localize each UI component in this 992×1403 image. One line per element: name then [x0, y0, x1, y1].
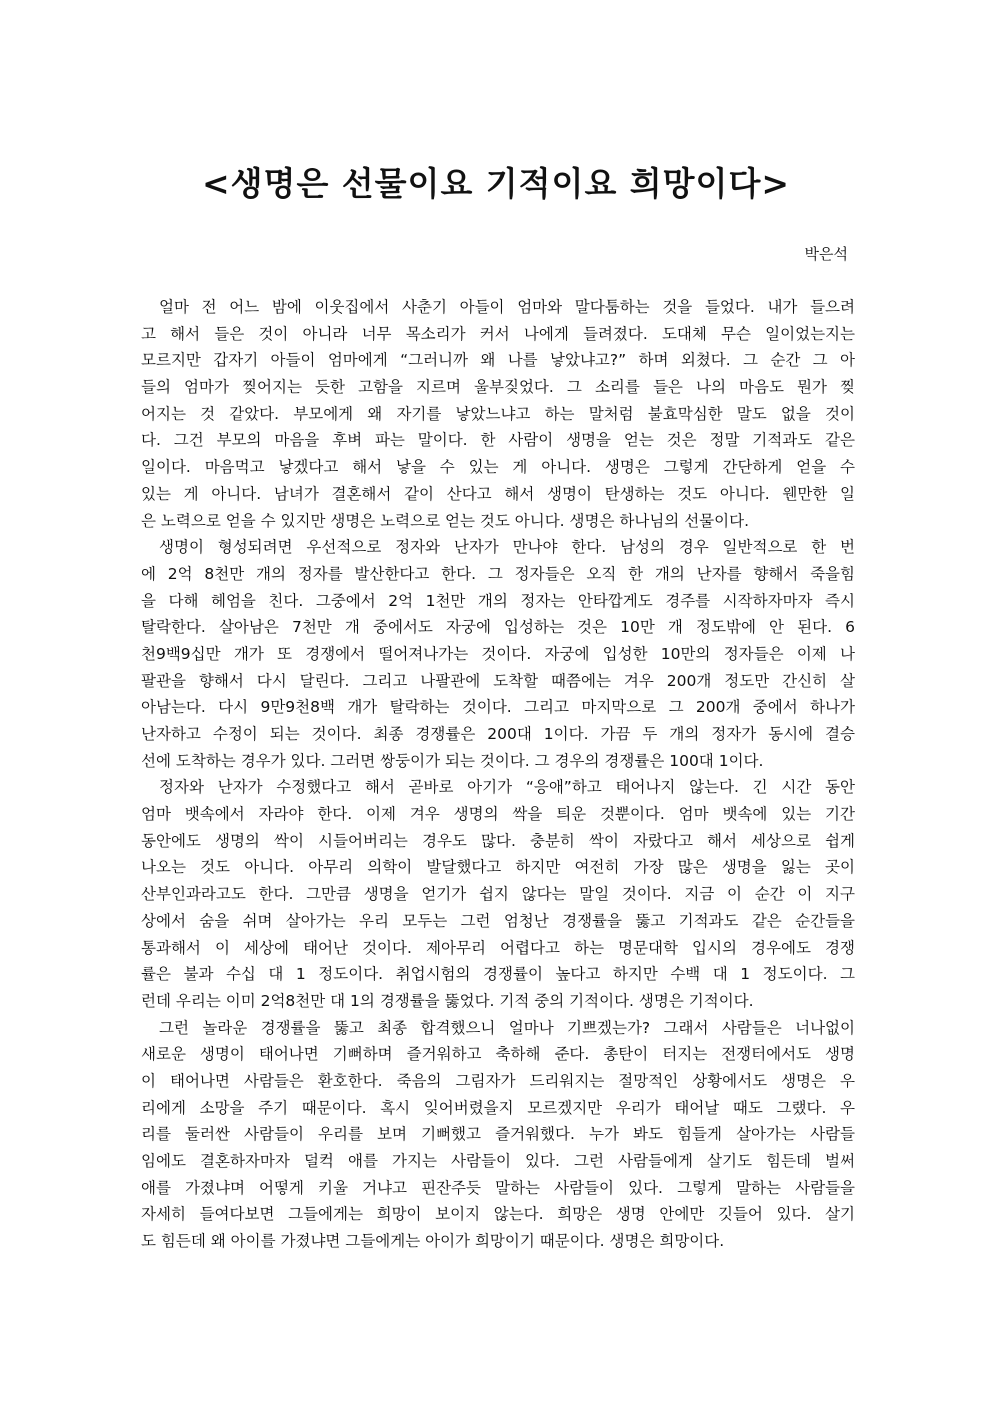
- text-line: 탈락한다. 살아남은 7천만 개 중에서도 자궁에 입성하는 것은 10만 개 정도밖에 안 된다. 6: [141, 618, 855, 637]
- text-line: 도 힘든데 왜 아이를 가졌냐면 그들에게는 아이가 희망이기 때문이다. 생명은 희망이다.: [141, 1232, 725, 1251]
- text-line: 자세히 들여다보면 그들에게는 희망이 보이지 않는다. 희망은 생명 안에만 깃들어 있다. 살기: [141, 1205, 855, 1224]
- text-line: 아남는다. 다시 9만9천8백 개가 탈락하는 것이다. 그리고 마지막으로 그 200개 중에서 하나가: [141, 698, 855, 717]
- text-line: 리를 둘러싼 사람들이 우리를 보며 기뻐했고 즐거워했다. 누가 봐도 힘들게 살아가는 사람들: [141, 1125, 855, 1144]
- text-line: 얼마 전 어느 밤에 이웃집에서 사춘기 아들이 엄마와 말다툼하는 것을 들었다. 내가 들으려: [159, 298, 855, 316]
- text-line: 천9백9십만 개가 또 경쟁에서 떨어져나가는 것이다. 자궁에 입성한 10만의 정자들은 이제 나: [141, 644, 855, 663]
- text-line: 애를 가졌냐며 어떻게 키울 거냐고 핀잔주듯 말하는 사람들이 있다. 그렇게 말하는 사람들을: [141, 1178, 855, 1197]
- paragraph: [141, 534, 855, 774]
- text-line: 리에게 소망을 주기 때문이다. 혹시 잊어버렸을지 모르겠지만 우리가 태어날 때도 그랬다. 우: [141, 1098, 855, 1117]
- text-line: 상에서 숨을 쉬며 살아가는 우리 모두는 그런 엄청난 경쟁률을 뚫고 기적과도 같은 순간들을: [141, 911, 855, 930]
- text-line: 률은 불과 수십 대 1 정도이다. 취업시험의 경쟁률이 높다고 하지만 수백 대 1 정도이다. 그: [141, 965, 855, 984]
- text-line: 을 다해 헤엄을 친다. 그중에서 2억 1천만 개의 정자는 안타깝게도 경주를 시작하자마자 즉시: [141, 591, 855, 610]
- text-line: 그런 놀라운 경쟁률을 뚫고 최종 합격했으니 얼마나 기쁘겠는가? 그래서 사람들은 너나없이: [159, 1018, 855, 1037]
- text-line: 산부인과라고도 한다. 그만큼 생명을 얻기가 쉽지 않다는 말일 것이다. 지금 이 순간 이 지구: [141, 885, 855, 904]
- document-body: [141, 294, 855, 1255]
- text-line: 다. 그건 부모의 마음을 후벼 파는 말이다. 한 사람이 생명을 얻는 것은 정말 기적과도 같은: [141, 431, 855, 450]
- text-line: 정자와 난자가 수정했다고 해서 곧바로 아기가 “응애”하고 태어나지 않는다. 긴 시간 동안: [159, 778, 855, 797]
- paragraph: [141, 774, 855, 1014]
- text-line: 임에도 결혼하자마자 덜컥 애를 가지는 사람들이 있다. 그런 사람들에게 살기도 힘든데 벌써: [141, 1152, 855, 1170]
- text-line: 새로운 생명이 태어나면 기뻐하며 즐거워하고 축하해 준다. 총탄이 터지는 전쟁터에서도 생명: [141, 1045, 855, 1064]
- text-line: 런데 우리는 이미 2억8천만 대 1의 경쟁률을 뚫었다. 기적 중의 기적이다. 생명은 기적이다.: [141, 991, 754, 1010]
- paragraph: [141, 1015, 855, 1255]
- text-line: 선에 도착하는 경우가 있다. 그러면 쌍둥이가 되는 것이다. 그 경우의 경쟁률은 100대 1이다.: [141, 751, 764, 770]
- text-line: 일이다. 마음먹고 낳겠다고 해서 낳을 수 있는 게 아니다. 생명은 그렇게 간단하게 얻을 수: [141, 458, 855, 477]
- text-line: 나오는 것도 아니다. 아무리 의학이 발달했다고 하지만 여전히 가장 많은 생명을 잃는 곳이: [141, 858, 855, 877]
- text-line: 고 해서 들은 것이 아니라 너무 목소리가 커서 나에게 들려졌다. 도대체 무슨 일이었는지는: [141, 324, 855, 343]
- text-line: 생명이 형성되려면 우선적으로 정자와 난자가 만나야 한다. 남성의 경우 일반적으로 한 번: [159, 538, 855, 557]
- text-line: 있는 게 아니다. 남녀가 결혼해서 같이 산다고 해서 생명이 탄생하는 것도 아니다. 웬만한 일: [141, 484, 855, 503]
- text-line: 은 노력으로 얻을 수 있지만 생명은 노력으로 얻는 것도 아니다. 생명은 하나님의 선물이다.: [141, 511, 750, 530]
- text-line: 에 2억 8천만 개의 정자를 발산한다고 한다. 그 정자들은 오직 한 개의 난자를 향해서 죽을힘: [141, 564, 855, 583]
- text-line: 모르지만 갑자기 아들이 엄마에게 “그러니까 왜 나를 낳았냐고?” 하며 외쳤다. 그 순간 그 아: [141, 351, 855, 370]
- text-line: 통과해서 이 세상에 태어난 것이다. 제아무리 어렵다고 하는 명문대학 입시의 경우에도 경쟁: [141, 938, 855, 957]
- text-line: 어지는 것 같았다. 부모에게 왜 자기를 낳았느냐고 하는 말처럼 불효막심한 말도 없을 것이: [141, 404, 855, 423]
- text-line: 팔관을 향해서 다시 달린다. 그리고 나팔관에 도착할 때쯤에는 겨우 200개 정도만 간신히 살: [141, 671, 855, 690]
- text-line: 동안에도 생명의 싹이 시들어버리는 경우도 많다. 충분히 싹이 자랐다고 해서 세상으로 쉽게: [141, 831, 855, 850]
- text-line: 엄마 뱃속에서 자라야 한다. 이제 겨우 생명의 싹을 틔운 것뿐이다. 엄마 뱃속에 있는 기간: [141, 805, 855, 824]
- text-line: 난자하고 수정이 되는 것이다. 최종 경쟁률은 200대 1이다. 가끔 두 개의 정자가 동시에 결승: [141, 725, 855, 743]
- author-name: 박은석: [804, 245, 848, 263]
- text-line: 이 태어나면 사람들은 환호한다. 죽음의 그림자가 드리워지는 절망적인 상황에서도 생명은 우: [141, 1071, 855, 1090]
- paragraph: [141, 294, 855, 534]
- text-line: 들의 엄마가 찢어지는 듯한 고함을 지르며 울부짖었다. 그 소리를 들은 나의 마음도 뭔가 찢: [141, 378, 855, 397]
- document-title: <생명은 선물이요 기적이요 희망이다>: [202, 164, 790, 203]
